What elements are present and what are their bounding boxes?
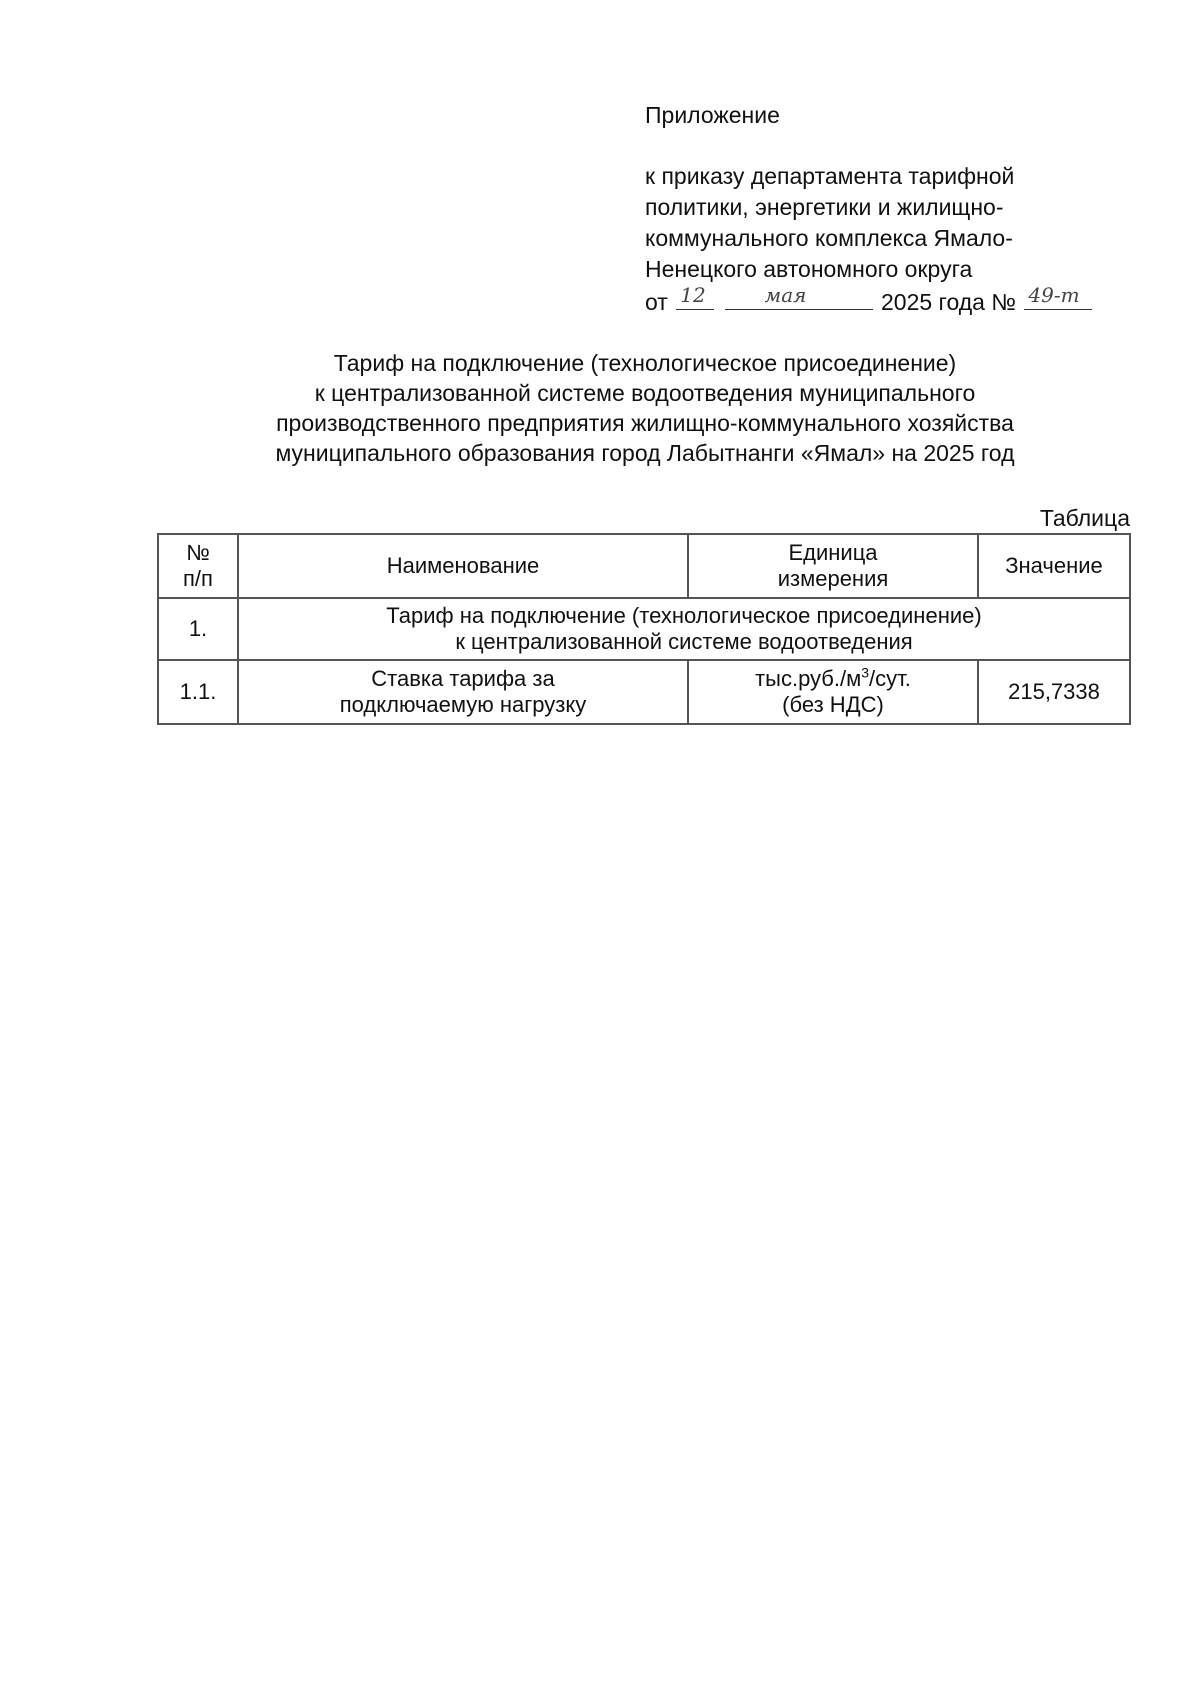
item-num-cell: 1.1.: [158, 660, 238, 724]
item-unit-cell: [688, 660, 978, 724]
date-month-handwritten: мая: [764, 283, 807, 307]
date-prefix: от: [645, 289, 668, 315]
item-name-line2: подключаемую нагрузку: [339, 692, 587, 717]
order-number-field: [1024, 285, 1092, 310]
group-text-line2: к централизованной системе водоотведения: [455, 629, 913, 654]
table-row: [158, 598, 1130, 660]
order-number-handwritten: 49-т: [1028, 283, 1080, 307]
unit-superscript: 3: [861, 664, 870, 681]
table-row: [158, 660, 1130, 724]
group-num-cell: 1.: [158, 598, 238, 660]
appendix-line: к приказу департамента тарифной: [645, 163, 1015, 189]
appendix-block: [645, 100, 1125, 318]
title-line: муниципального образования город Лабытнанги «Ямал» на 2025 год: [275, 440, 1015, 466]
group-text-cell: [238, 598, 1130, 660]
table-caption: Таблица: [1039, 505, 1130, 531]
date-day-handwritten: 12: [680, 283, 706, 307]
date-day-field: [676, 285, 714, 310]
title-line: производственного предприятия жилищно-коммунального хозяйства: [276, 410, 1014, 436]
tariff-table: [157, 533, 1131, 725]
item-name-line1: Ставка тарифа за: [371, 666, 555, 691]
item-unit-line2: (без НДС): [782, 692, 884, 717]
appendix-title: Приложение: [645, 102, 780, 128]
header-unit: [688, 534, 978, 598]
appendix-line: коммунального комплекса Ямало-: [645, 225, 1013, 251]
unit-suffix: /сут.: [869, 666, 911, 691]
header-name: Наименование: [238, 534, 688, 598]
group-text-line1: Тариф на подключение (технологическое присоединение): [386, 603, 982, 628]
item-value-cell: 215,7338: [978, 660, 1130, 724]
title-line: к централизованной системе водоотведения муниципального: [314, 380, 976, 406]
item-name-cell: [238, 660, 688, 724]
appendix-line: политики, энергетики и жилищно-: [645, 194, 1004, 220]
item-unit-line1: [693, 666, 973, 692]
title-line: Тариф на подключение (технологическое присоединение): [333, 350, 957, 376]
appendix-line: Ненецкого автономного округа: [645, 256, 973, 282]
header-num: [158, 534, 238, 598]
header-value: Значение: [978, 534, 1130, 598]
date-month-field: [725, 285, 873, 310]
table-header-row: [158, 534, 1130, 598]
header-num-line2: п/п: [183, 566, 213, 591]
header-unit-line2: измерения: [777, 566, 889, 591]
date-year-text: 2025 года №: [881, 289, 1017, 315]
unit-prefix: тыс.руб./м: [755, 666, 862, 691]
document-title: [150, 348, 1140, 468]
header-num-line1: №: [186, 540, 210, 565]
appendix-date-line: [645, 285, 1125, 318]
header-unit-line1: Единица: [788, 540, 878, 565]
